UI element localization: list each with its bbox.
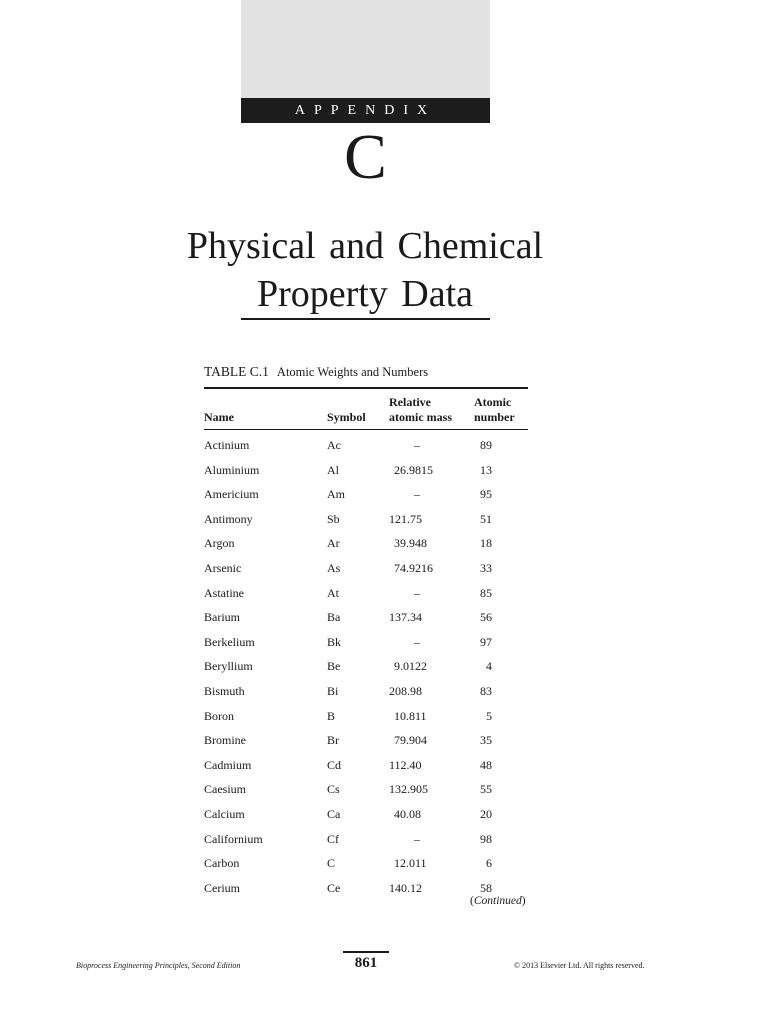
- table-row: [204, 435, 528, 460]
- cell-mass: 39.948: [394, 536, 427, 551]
- table-continued-note: [470, 895, 526, 907]
- cell-mass: 10.811: [394, 708, 427, 723]
- cell-mass: –: [414, 487, 420, 502]
- footer-page-rule: [343, 951, 389, 953]
- cell-number: 85: [480, 585, 492, 600]
- cell-symbol: B: [327, 708, 336, 723]
- chapter-title-line-1: Physical and Chemical: [186, 225, 544, 267]
- cell-symbol: Cs: [327, 782, 340, 797]
- cell-name: Calcium: [204, 806, 245, 821]
- table-row: [204, 779, 528, 804]
- cell-symbol: Br: [327, 733, 339, 748]
- cell-name: Cerium: [204, 880, 240, 895]
- appendix-label: APPENDIX: [241, 98, 490, 123]
- table-row: [204, 558, 528, 583]
- cell-mass: 12.011: [394, 856, 427, 871]
- cell-mass: 9.0122: [394, 659, 427, 674]
- cell-number: 20: [480, 806, 492, 821]
- cell-number: 97: [480, 634, 492, 649]
- cell-name: Argon: [204, 536, 235, 551]
- cell-symbol: Ar: [327, 536, 340, 551]
- cell-symbol: Be: [327, 659, 341, 674]
- continued-word: Continued: [473, 895, 522, 907]
- cell-symbol: Ce: [327, 880, 341, 895]
- cell-number: 5: [486, 708, 492, 723]
- cell-mass: 112.40: [389, 757, 422, 772]
- cell-number: 83: [480, 683, 492, 698]
- continued-open: (: [470, 895, 474, 907]
- cell-symbol: Ac: [327, 438, 341, 452]
- table-row: [204, 853, 528, 878]
- table-row: [204, 829, 528, 854]
- table-row: [204, 706, 528, 731]
- header-gray-block: [241, 0, 490, 98]
- cell-name: Arsenic: [204, 560, 242, 575]
- cell-number: 95: [480, 487, 492, 502]
- cell-symbol: Ba: [327, 610, 341, 625]
- cell-name: Actinium: [204, 438, 250, 452]
- cell-name: Cadmium: [204, 757, 252, 772]
- cell-symbol: Cf: [327, 831, 339, 846]
- cell-mass: 121.75: [389, 511, 422, 526]
- footer-book-title: Bioprocess Engineering Principles, Second Edition: [76, 961, 241, 970]
- cell-mass: 140.12: [389, 880, 422, 895]
- chapter-title: [150, 222, 580, 318]
- cell-mass: –: [414, 585, 420, 600]
- cell-name: Aluminium: [204, 462, 260, 477]
- cell-symbol: Sb: [327, 511, 340, 526]
- table-row: [204, 583, 528, 608]
- cell-number: 89: [480, 438, 492, 452]
- table-header-row: [204, 389, 528, 429]
- cell-mass: 137.34: [389, 610, 422, 625]
- cell-number: 33: [480, 560, 492, 575]
- cell-mass: 74.9216: [394, 560, 433, 575]
- table-row: [204, 681, 528, 706]
- cell-symbol: As: [327, 560, 341, 575]
- column-header-mass: [389, 395, 452, 425]
- cell-symbol: Cd: [327, 757, 342, 772]
- table-row: [204, 632, 528, 657]
- cell-symbol: Al: [327, 462, 339, 477]
- page-number: 861: [354, 955, 378, 971]
- cell-mass: –: [414, 438, 420, 452]
- table-caption-title: Atomic Weights and Numbers: [276, 365, 429, 379]
- cell-number: 48: [480, 757, 492, 772]
- cell-name: Berkelium: [204, 634, 255, 649]
- table-row: [204, 533, 528, 558]
- table-row: [204, 755, 528, 780]
- cell-number: 56: [480, 610, 492, 625]
- cell-name: Barium: [204, 610, 240, 625]
- cell-number: 58: [480, 880, 492, 895]
- column-header-mass-line-1: Relative: [389, 395, 431, 409]
- cell-name: Americium: [204, 487, 259, 502]
- cell-symbol: C: [327, 856, 336, 871]
- column-header-mass-line-2: atomic mass: [389, 410, 452, 424]
- cell-name: Bismuth: [204, 683, 245, 698]
- cell-mass: 79.904: [394, 733, 427, 748]
- column-header-name: Name: [204, 410, 234, 424]
- cell-symbol: Bk: [327, 634, 342, 649]
- cell-name: Astatine: [204, 585, 244, 600]
- cell-name: Antimony: [204, 511, 253, 526]
- table-row: [204, 730, 528, 755]
- cell-number: 18: [480, 536, 492, 551]
- column-header-number: [474, 395, 515, 425]
- chapter-title-line-2: Property Data: [256, 273, 474, 315]
- cell-symbol: At: [327, 585, 339, 600]
- atomic-weights-table: [204, 387, 528, 902]
- cell-mass: 26.9815: [394, 462, 433, 477]
- table-row: [204, 804, 528, 829]
- cell-mass: –: [414, 831, 420, 846]
- cell-number: 6: [486, 856, 492, 871]
- cell-mass: 208.98: [389, 683, 422, 698]
- cell-number: 55: [480, 782, 492, 797]
- table-row: [204, 607, 528, 632]
- cell-symbol: Ca: [327, 806, 341, 821]
- title-underline: [241, 318, 490, 320]
- column-header-number-line-1: Atomic: [474, 395, 512, 409]
- appendix-letter: C: [344, 121, 387, 192]
- table-row: [204, 509, 528, 534]
- continued-close: ): [521, 895, 526, 907]
- cell-name: Boron: [204, 708, 234, 723]
- cell-number: 35: [480, 733, 492, 748]
- cell-number: 4: [486, 659, 492, 674]
- cell-name: Bromine: [204, 733, 246, 748]
- cell-number: 98: [480, 831, 492, 846]
- cell-name: Carbon: [204, 856, 240, 871]
- footer-copyright: © 2013 Elsevier Ltd. All rights reserved.: [514, 961, 645, 970]
- cell-name: Caesium: [204, 782, 246, 797]
- table-caption: [204, 364, 428, 380]
- column-header-number-line-2: number: [474, 410, 515, 424]
- cell-number: 13: [480, 462, 492, 477]
- table-row: [204, 656, 528, 681]
- cell-symbol: Am: [327, 487, 345, 502]
- table-row: [204, 484, 528, 509]
- table-body: [204, 430, 528, 902]
- cell-name: Californium: [204, 831, 263, 846]
- cell-mass: –: [414, 634, 420, 649]
- table-caption-label: TABLE C.1: [204, 364, 269, 379]
- cell-name: Beryllium: [204, 659, 253, 674]
- cell-mass: 40.08: [394, 806, 421, 821]
- cell-symbol: Bi: [327, 683, 339, 698]
- cell-number: 51: [480, 511, 492, 526]
- cell-mass: 132.905: [389, 782, 428, 797]
- column-header-symbol: Symbol: [327, 410, 366, 424]
- table-row: [204, 460, 528, 485]
